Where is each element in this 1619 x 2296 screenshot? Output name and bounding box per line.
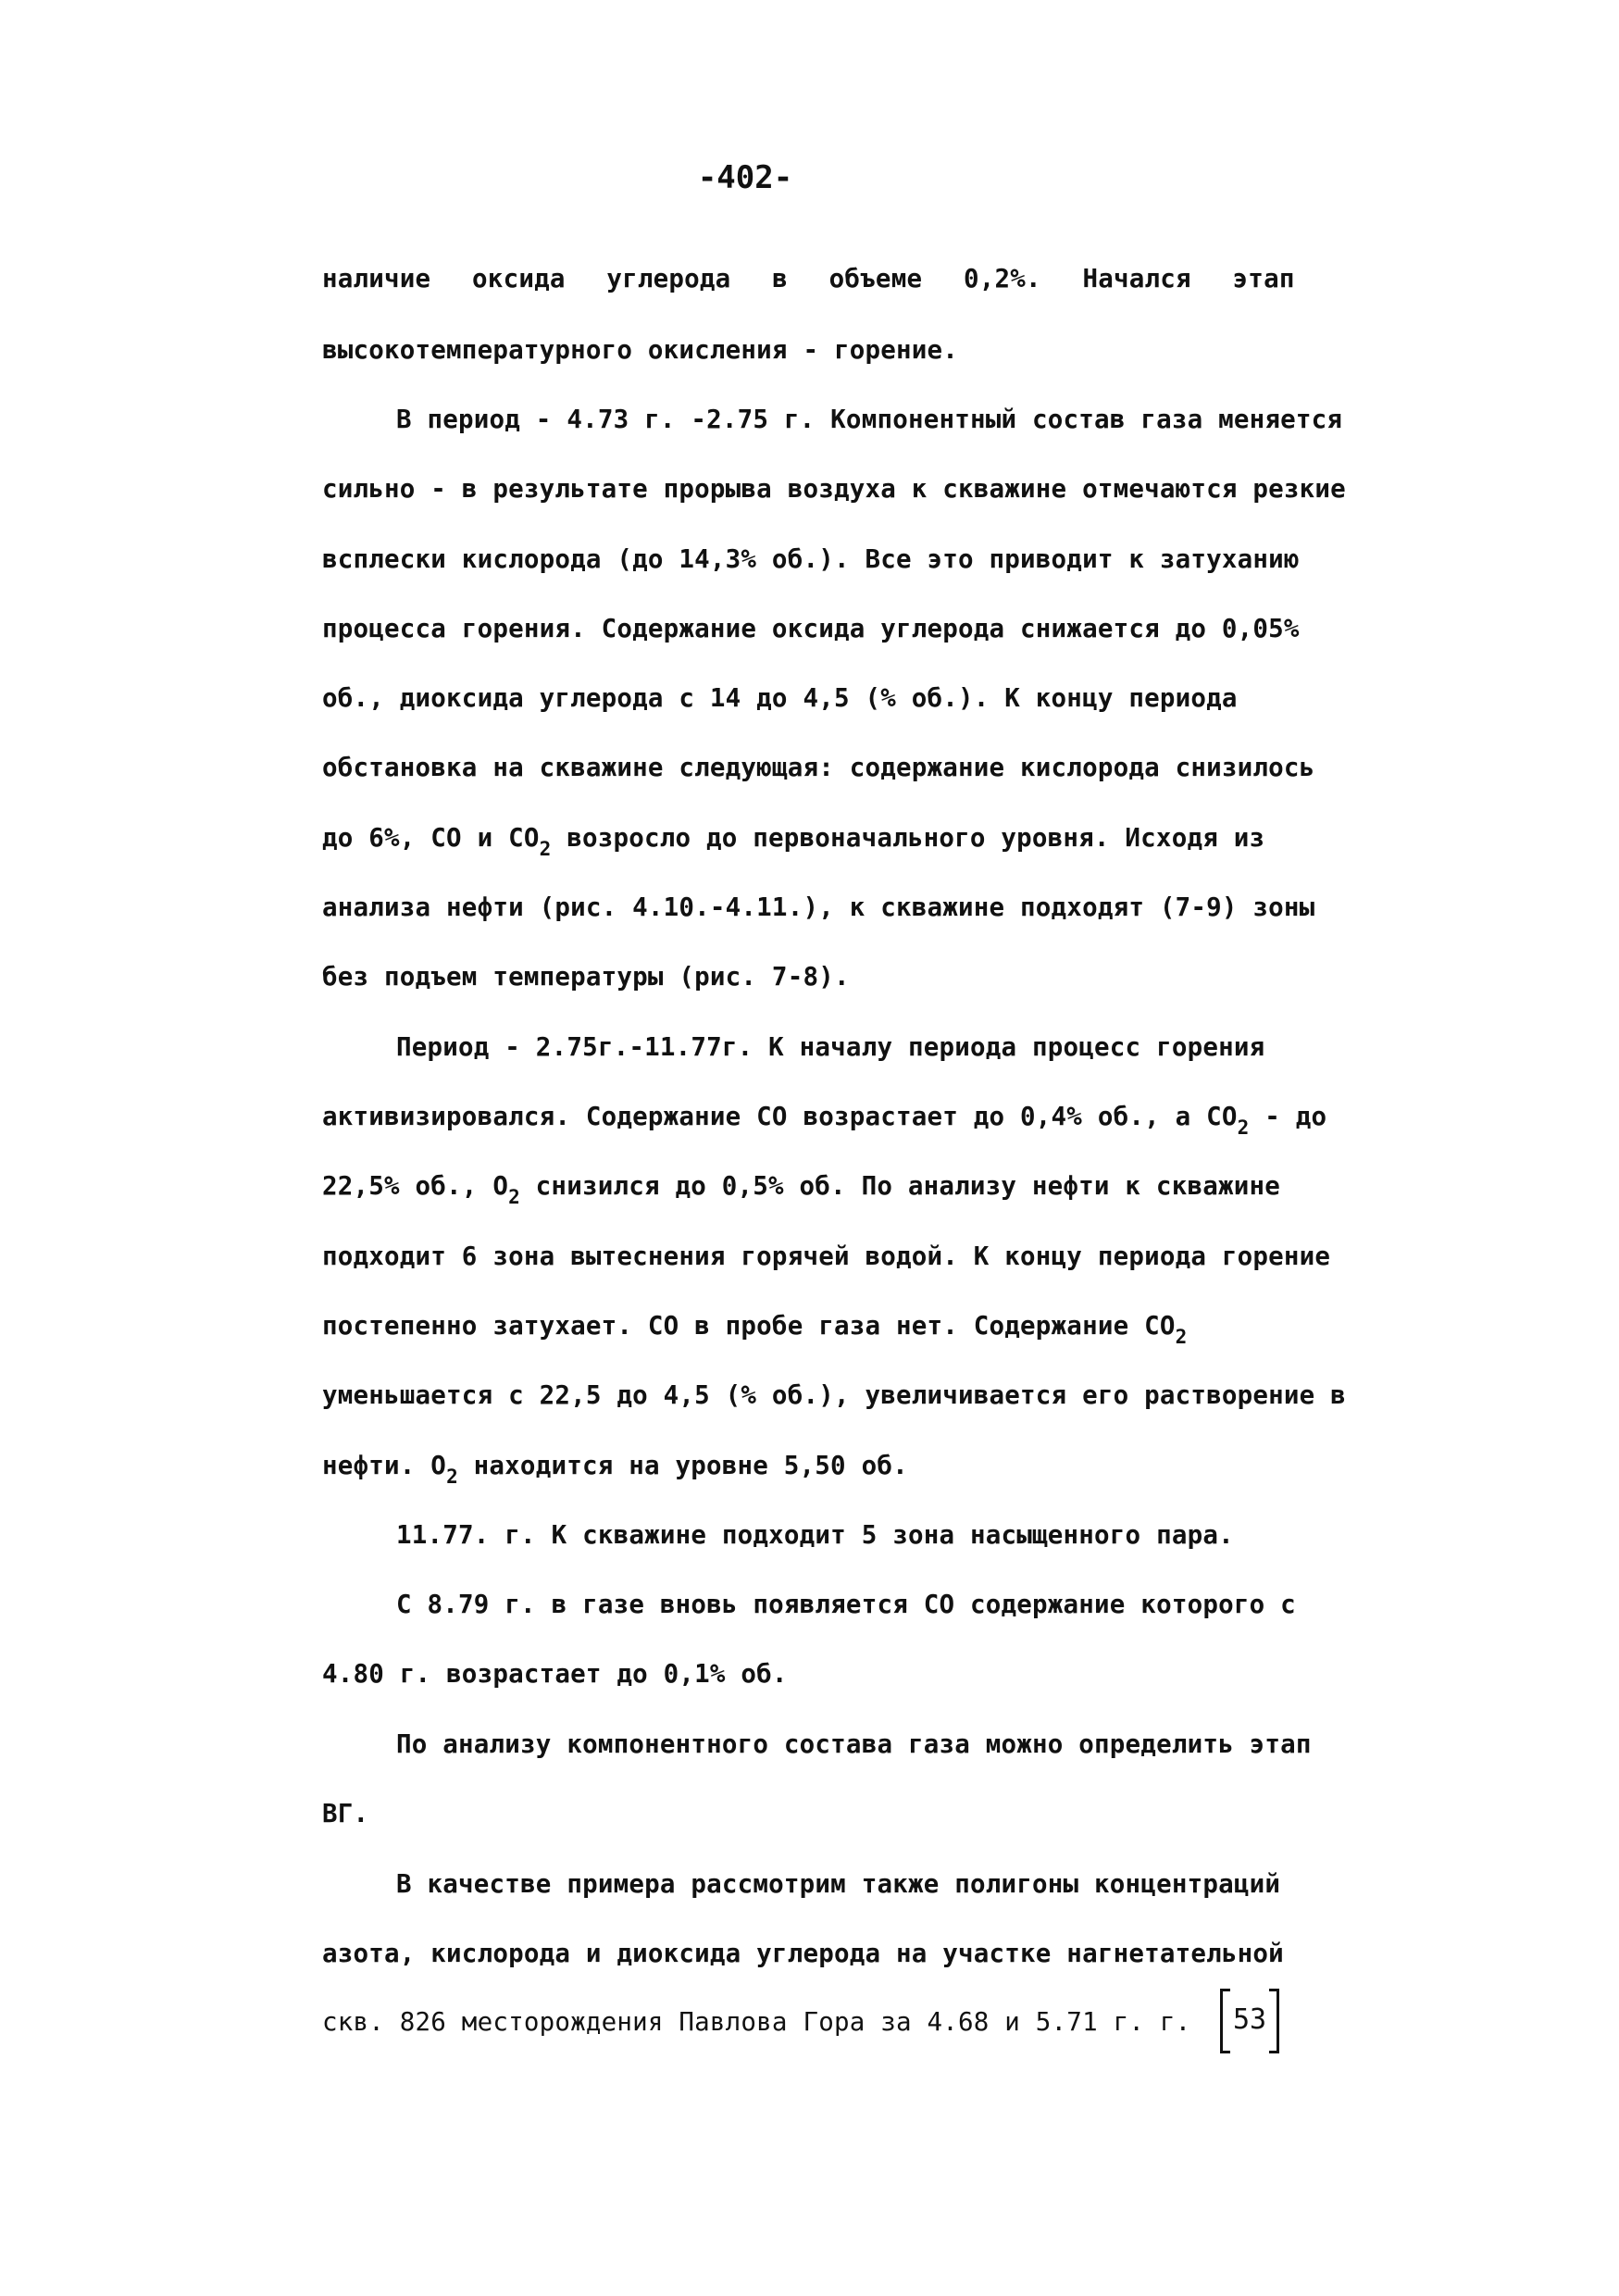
text-line: По анализу компонентного состава газа можно определить этап xyxy=(396,1729,1312,1759)
text-line: постепенно затухает. CO в пробе газа нет. Содержание $CO_2$ xyxy=(322,1311,1188,1348)
text-line: без подъем температуры (рис. 7-8). xyxy=(322,962,850,992)
text-line: наличие оксида углерода в объеме 0,2%. Начался этап xyxy=(322,264,1295,293)
text-line: В качестве примера рассмотрим также полигоны концентраций xyxy=(396,1869,1281,1899)
subscript-2: 2 xyxy=(446,1466,458,1488)
text-line: нефти. $O_2$ находится на уровне 5,50 об. xyxy=(322,1451,908,1488)
text-line: до 6%, CO и $CO_2$ возросло до первоначального уровня. Исходя из xyxy=(322,823,1265,860)
text-line: всплески кислорода (до 14,3% об.). Все это приводит к затуханию xyxy=(322,544,1300,574)
subscript-2: 2 xyxy=(1237,1117,1250,1139)
text-line: С 8.79 г. в газе вновь появляется CO содержание которого с xyxy=(396,1590,1296,1619)
text-line: 11.77. г. К скважине подходит 5 зона насыщенного пара. xyxy=(396,1520,1234,1550)
text-line: азота, кислорода и диоксида углерода на участке нагнетательной xyxy=(322,1939,1284,1968)
text-line: ВГ. xyxy=(322,1799,369,1828)
text-line: Период - 2.75г.-11.77г. К началу периода процесс горения xyxy=(396,1032,1265,1062)
text-line: уменьшается с 22,5 до 4,5 (% об.), увеличивается его растворение в xyxy=(322,1380,1346,1410)
text-line: процесса горения. Содержание оксида углерода снижается до 0,05% xyxy=(322,614,1300,643)
text-line: активизировался. Содержание CO возрастает до 0,4% об., а $CO_2$ - до xyxy=(322,1102,1327,1139)
text-line: высокотемпературного окисления - горение. xyxy=(322,335,959,365)
text-line: 4.80 г. возрастает до 0,1% об. xyxy=(322,1659,788,1689)
subscript-2: 2 xyxy=(508,1186,520,1208)
reference-bracket xyxy=(1220,1989,1279,2053)
text-line: подходит 6 зона вытеснения горячей водой. К концу периода горение xyxy=(322,1242,1331,1271)
text-line: об., диоксида углерода с 14 до 4,5 (% об.). К концу периода xyxy=(322,683,1238,713)
reference-number: 53 xyxy=(1232,2003,1267,2036)
text-line: 22,5% об., $O_2$ снизился до 0,5% об. По анализу нефти к скважине xyxy=(322,1171,1280,1208)
text-line: анализа нефти (рис. 4.10.-4.11.), к скважине подходят (7-9) зоны xyxy=(322,892,1315,922)
text-line: скв. 826 месторождения Павлова Гора за 4.68 и 5.71 г. г. xyxy=(322,2007,1191,2037)
text-line: сильно - в результате прорыва воздуха к скважине отмечаются резкие xyxy=(322,474,1346,504)
subscript-2: 2 xyxy=(1175,1326,1188,1348)
text-line: В период - 4.73 г. -2.75 г. Компонентный состав газа меняется xyxy=(396,405,1343,434)
subscript-2: 2 xyxy=(539,838,552,860)
text-line: обстановка на скважине следующая: содержание кислорода снизилось xyxy=(322,753,1315,782)
page-number: -402- xyxy=(697,159,793,196)
